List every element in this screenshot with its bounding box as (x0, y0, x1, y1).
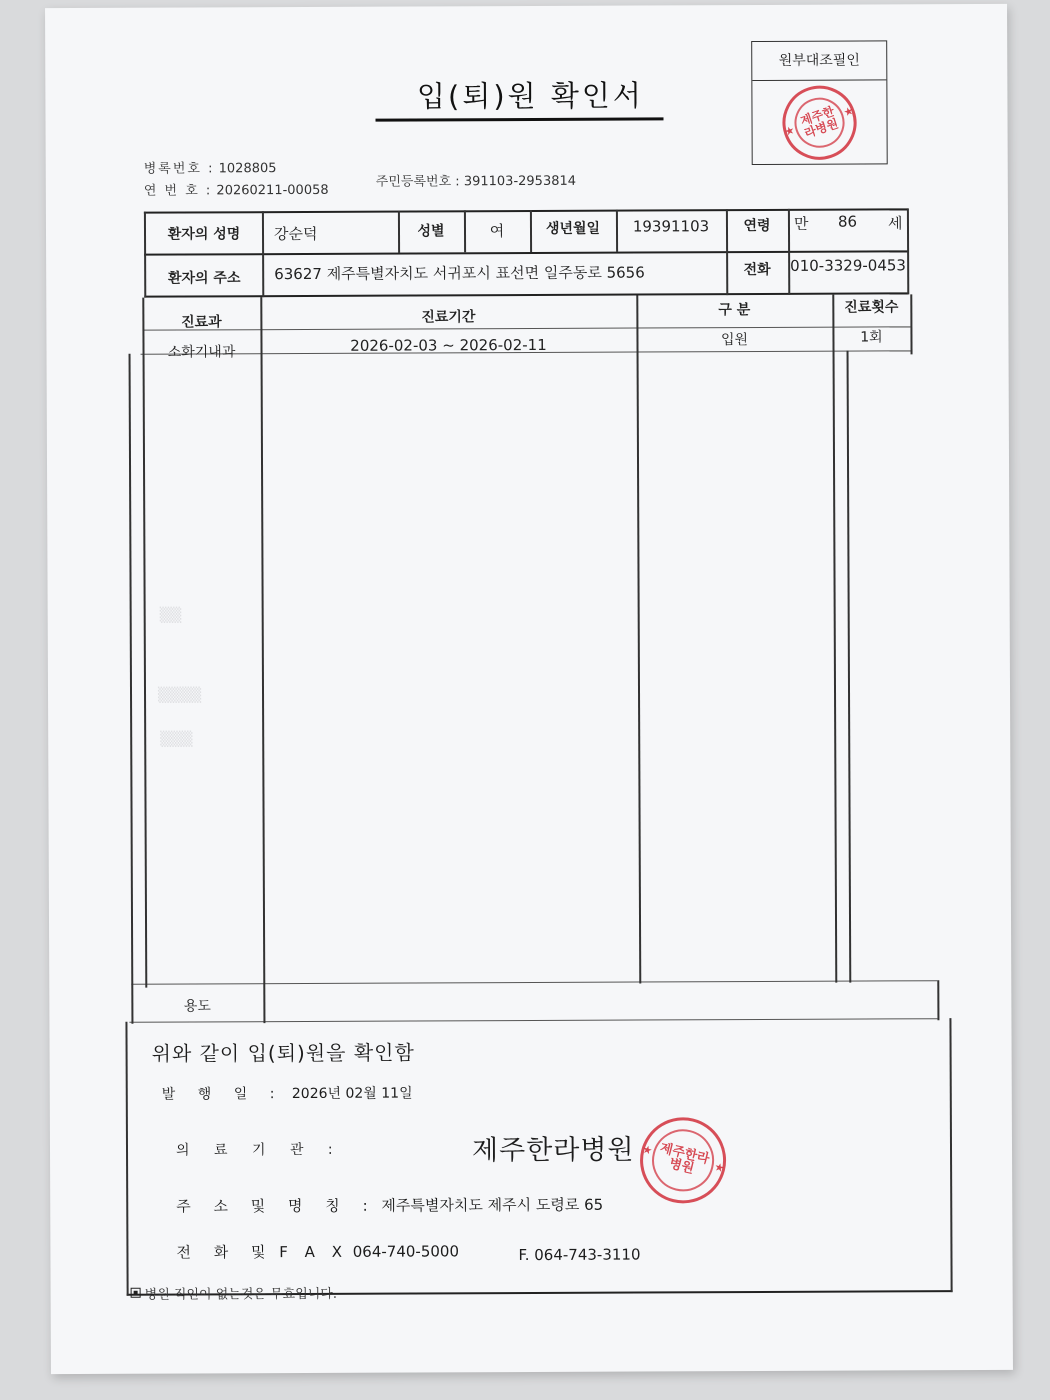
birth-label: 생년월일 (545, 220, 601, 237)
patient-address-label: 환자의 주소 (167, 270, 241, 287)
hospital-phone: 전 화 및 F A X 064-740-5000 (176, 1242, 460, 1262)
seal-star-icon: ★ (713, 1160, 726, 1176)
age-prefix: 만 (793, 214, 809, 233)
seal-star-icon: ★ (641, 1142, 654, 1158)
bleed-through-mark: ▒▒ (159, 607, 182, 624)
seal-box-label: 원부대조필인 (752, 41, 886, 81)
verification-seal-box (751, 40, 888, 165)
birth-value: 19391103 (632, 217, 710, 236)
patient-address: 63627 제주특별자치도 서귀포시 표선면 일주동로 5656 (274, 263, 645, 284)
age-value: 86 (837, 212, 858, 231)
age-suffix: 세 (887, 214, 903, 233)
row-department: 소화기내과 (167, 344, 236, 361)
row-count: 1회 (860, 329, 883, 346)
serial-number: 연 번 호 : 20260211-00058 (143, 182, 329, 199)
sex-value: 여 (489, 222, 505, 241)
bleed-through-mark: ▒▒▒▒ (157, 687, 202, 704)
header-period: 진료기간 (421, 309, 476, 326)
seal-star-icon: ★ (841, 103, 856, 120)
header-count: 진료횟수 (844, 299, 899, 316)
seal-star-icon: ★ (782, 123, 797, 139)
confirmation-statement: 위와 같이 입(퇴)원을 확인함 (151, 1040, 415, 1066)
document-page (45, 4, 1013, 1374)
registration-number: 병록번호 : 1028805 (143, 161, 277, 177)
hospital-seal-stamp (773, 76, 866, 169)
resident-id: 주민등록번호 : 391103-2953814 (375, 173, 577, 190)
header-type: 구 분 (718, 302, 751, 319)
hospital-official-seal (631, 1108, 735, 1212)
age-label: 연령 (743, 217, 771, 235)
institution-label: 의 료 기 관 : (175, 1141, 343, 1159)
seal-inner-ring: 제주한라병원 (646, 1123, 721, 1198)
seal-inner-ring: 제주한라병원 (788, 91, 851, 154)
phone-label: 전화 (743, 261, 771, 279)
patient-name: 강순덕 (273, 224, 318, 244)
sex-label: 성별 (417, 223, 445, 240)
document-title: 입(퇴)원 확인서 (416, 78, 644, 114)
patient-phone: 010-3329-0453 (790, 256, 907, 275)
issue-date: 발 행 일 : 2026년 02월 11일 (161, 1085, 413, 1103)
hospital-name: 제주한라병원 (471, 1134, 635, 1167)
patient-name-label: 환자의 성명 (167, 226, 241, 243)
header-department: 진료과 (181, 314, 222, 331)
hospital-address: 주 소 및 명 칭 : 제주특별자치도 제주시 도령로 65 (176, 1195, 604, 1216)
bleed-through-mark: ▒▒▒ (160, 731, 193, 748)
validity-notice: 병원 직인이 없는것은 무효입니다. (131, 1283, 337, 1303)
row-type: 입원 (720, 332, 749, 349)
title-underline (376, 117, 664, 121)
row-period: 2026-02-03 ~ 2026-02-11 (350, 335, 547, 355)
hospital-fax: F. 064-743-3110 (518, 1245, 641, 1265)
purpose-label: 용도 (183, 998, 211, 1015)
square-bullet-icon (131, 1288, 141, 1298)
